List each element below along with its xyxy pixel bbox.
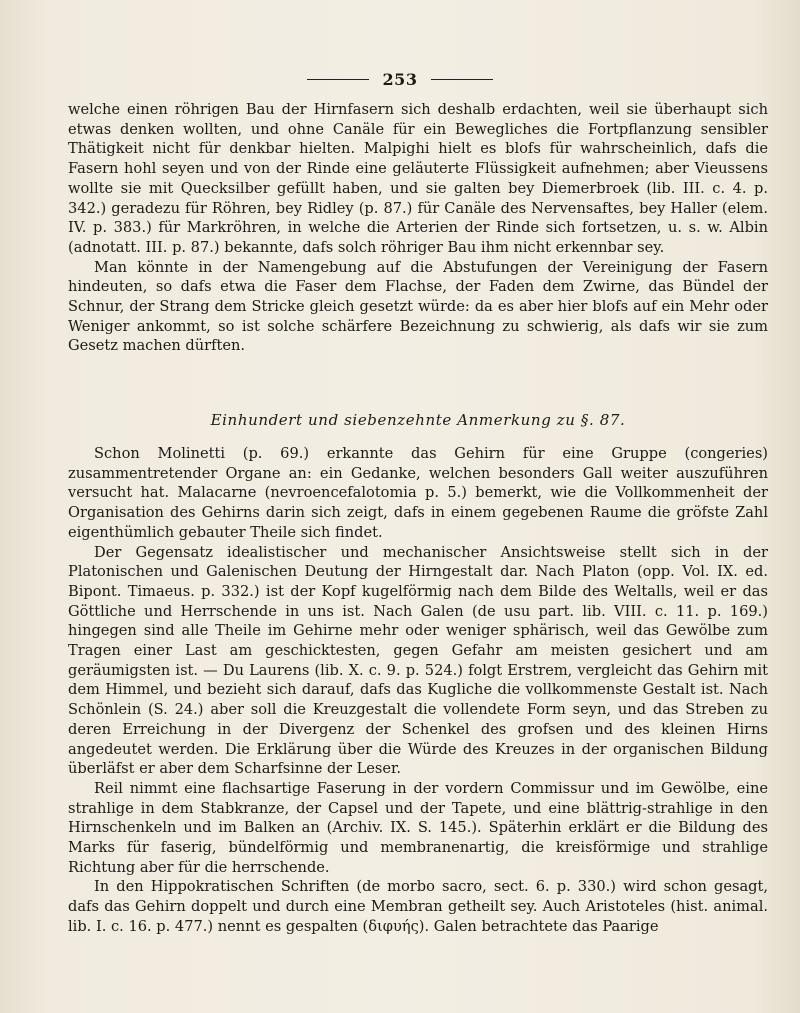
paragraph: Schon Molinetti (p. 69.) erkannte das Gehirn für eine Gruppe (congeries) zusammentretender Organe an: ein Gedanke, welchen besonders Gall weiter auszuführen versucht hat. Malacarne (nevroencefalotomia p. 5.) bemerkt, wie die Vollkommenheit der Organisation des Gehirns darin sich zeigt, dafs in einem gegebenen Raume die gröfste Zahl eigenthümlich gebauter Theile sich findet.: [68, 445, 768, 541]
body-text-bottom: [68, 444, 768, 937]
paragraph: Man könnte in der Namengebung auf die Abstufungen der Vereinigung der Fasern hindeuten, so dafs etwa die Faser dem Flachse, der Faden dem Zwirne, das Bündel der Schnur, der Strang dem Stricke gleich gesetzt würde: da es aber hier blofs auf ein Mehr oder Weniger ankommt, so ist solche schärfere Bezeichnung zu schwierig, als dafs wir sie zum Gesetz machen dürften.: [68, 258, 768, 355]
body-text-top: [68, 100, 768, 356]
section-heading: Einhundert und siebenzehnte Anmerkung zu §. 87.: [210, 411, 626, 429]
paragraph: In den Hippokratischen Schriften (de morbo sacro, sect. 6. p. 330.) wird schon gesagt, dafs das Gehirn doppelt und durch eine Membran getheilt sey. Auch Aristoteles (hist. animal. lib. I. c. 16. p. 477.) nennt es gespalten (διφυής). Galen betrachtete das Paarige: [68, 878, 768, 935]
paragraph: Der Gegensatz idealistischer und mechanischer Ansichtsweise stellt sich in der Platonischen und Galenischen Deutung der Hirngestalt dar. Nach Platon (opp. Vol. IX. ed. Bipont. Timaeus. p. 332.) ist der Kopf kugelförmig nach dem Bilde des Weltalls, weil er das Göttliche und Herrschende in uns ist. Nach Galen (de usu part. lib. VIII. c. 11. p. 169.) hingegen sind alle Theile im Gehirne mehr oder weniger sphärisch, weil das Gewölbe zum Tragen einer Last am geschicktesten, gegen Gefahr am meisten gesichert und am geräumigsten ist. — Du Laurens (lib. X. c. 9. p. 524.) folgt Erstrem, vergleicht das Gehirn mit dem Himmel, und bezieht sich darauf, dafs das Kugliche die vollkommenste Gestalt ist. Nach Schönlein (S. 24.) aber soll die Kreuzgestalt die vollendete Form seyn, und das Streben zu deren Erreichung in der Divergenz der Schenkel des grofsen und des kleinen Hirns angedeutet werden. Die Erklärung über die Würde des Kreuzes in der organischen Bildung überläfst er aber dem Scharfsinne der Leser.: [68, 543, 768, 778]
header-rule-left: [307, 79, 369, 80]
header-rule-right: [431, 79, 493, 80]
paragraph: Reil nimmt eine flachsartige Faserung in der vordern Commissur und im Gewölbe, eine strahlige in dem Stabkranze, der Capsel und der Tapete, und eine blättrig-strahlige in den Hirnschenkeln und im Balken an (Archiv. IX. S. 145.). Späterhin erklärt er die Bildung des Marks für faserig, bündelförmig und membranenartig, die kreisförmige und strahlige Richtung aber für die herrschende.: [68, 779, 768, 876]
page-number: 253: [382, 70, 418, 89]
paragraph: welche einen röhrigen Bau der Hirnfasern sich deshalb erdachten, weil sie überhaupt sich etwas denken wollten, und ohne Canäle für ein Bewegliches die Fortpflanzung sensibler Thätigkeit nicht für denkbar hielten. Malpighi hielt es blofs für wahrscheinlich, dafs die Fasern hohl seyen und von der Rinde eine geläuterte Flüssigkeit aufnehmen; aber Vieussens wollte sie mit Quecksilber gefüllt haben, und sie galten bey Diemerbroek (lib. III. c. 4. p. 342.) geradezu für Röhren, bey Ridley (p. 87.) für Canäle des Nervensaftes, bey Haller (elem. IV. p. 383.) für Markröhren, in welche die Arterien der Rinde sich fortsetzen, u. s. w. Albin (adnotatt. III. p. 87.) bekannte, dafs solch röhriger Bau ihm nicht erkennbar sey.: [68, 101, 768, 256]
page-header: [0, 70, 800, 89]
